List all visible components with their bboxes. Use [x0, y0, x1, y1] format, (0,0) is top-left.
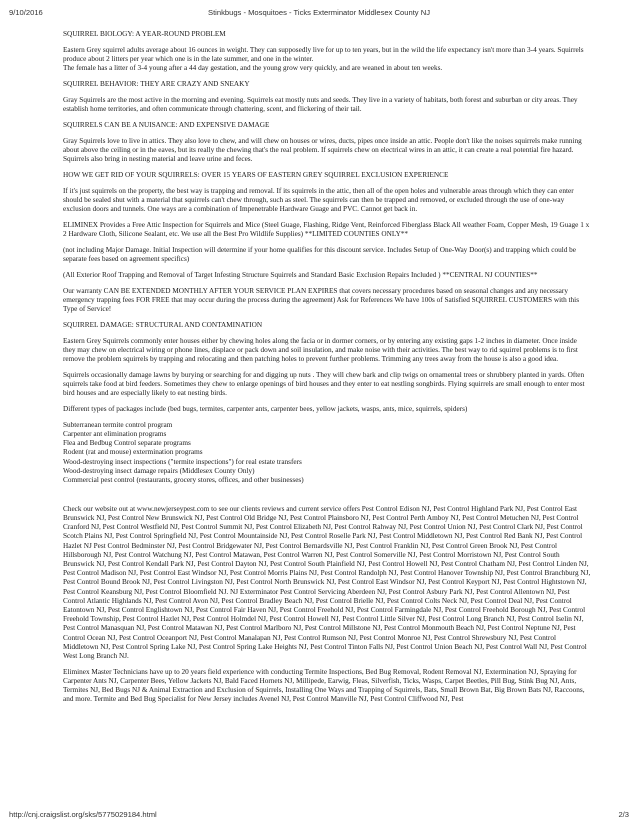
paragraph-packages: Different types of packages include (bed bugs, termites, carpenter ants, carpenter bees, yellow jackets, wasps, ants, mice, squirrels, spiders) — [63, 405, 468, 413]
program-item: Commercial pest control (restaurants, grocery stores, offices, and other businesses) — [63, 476, 304, 485]
listing-body — [63, 30, 591, 711]
section-heading-riddance: HOW WE GET RID OF YOUR SQUIRRELS: OVER 15 YEARS OF EASTERN GREY SQUIRREL EXCLUSION EXPERIENCE — [63, 170, 449, 179]
paragraph-eliminex-offer: ELIMINEX Provides a Free Attic Inspection for Squirrels and Mice (Steel Guage, Flashing, Ridge Vent, Reinforced Fiberglass Black All weather Foam, Copper Mesh, 19 Guage 1 x 2 Hardware Cloth, Silicone Sealant, etc. We use all the Best Pro Wildlife Supplies) **LIMITED COUNTIES ONLY** — [63, 220, 590, 238]
paragraph-riddance: If it's just squirrels on the property, the best way is trapping and removal. If its squirrels in the attic, then all of the open holes and vulnerable areas through which they can enter should be sealed shut with a material that squirrels can't chew through, such as steel. The squirrels can then be trapped and removed, or excluded through the use of one-way exclusion doors and tunnels. One ways are a combination of Impenetrable Hardware Guage and PVC. Cannot get back in. — [63, 186, 574, 213]
program-item: Rodent (rat and mouse) extermination programs — [63, 448, 203, 457]
paragraph-nuisance: Gray Squirrels love to live in attics. They also love to chew, and will chew on houses or wires, ducts, pipes once inside an attic. People don't like the noises squirrels make running about above the ceiling or in the eaves, but its really the chewing that's the real problem. If squirrels chew on electrical wires in an attic, it can create a real potential fire hazard. Squirrels also bring in nesting material and leave urine and feces. — [63, 136, 582, 163]
program-item: Flea and Bedbug Control separate programs — [63, 439, 191, 448]
paragraph-warranty: Our warranty CAN BE EXTENDED MONTHLY AFTER YOUR SERVICE PLAN EXPIRES that covers necessary procedures based on seasonal changes and any necessary emergency trapping fees FOR FREE that may occur during the process during the agreement) Ask for References We have 100s of Satisfied SQUIRREL CUSTOMERS with this Type of Service! — [63, 286, 580, 313]
print-date: 9/10/2016 — [9, 8, 43, 17]
section-heading-nuisance: SQUIRRELS CAN BE A NUISANCE: AND EXPENSIVE DAMAGE — [63, 120, 270, 129]
page-number: 2/3 — [618, 810, 629, 819]
page-title: Stinkbugs - Mosquitoes - Ticks Exterminator Middlesex County NJ — [208, 8, 430, 17]
program-item: Carpenter ant elimination programs — [63, 430, 167, 438]
spacer — [63, 492, 591, 505]
program-item: Wood-destroying insect damage repairs (Middlesex County Only) — [63, 466, 255, 475]
paragraph-website-service-areas: Check our website out at www.newjerseypest.com to see our clients reviews and current service offers Pest Control Edison NJ, Pest Control Highland Park NJ, Pest Control East Brunswick NJ, Pest Control New Brunswick NJ, Pest Control Old Bridge NJ, Pest Control Plainsboro NJ, Pest Control Perth Amboy NJ, Pest Control Metuchen NJ, Pest Control Cranford NJ, Pest Control Westfield NJ, Pest Control Summit NJ, Pest Control Elizabeth NJ, Pest Control Rahway NJ, Pest Control Union NJ, Pest Control Clark NJ, Pest Control Scotch Plains NJ, Pest Control Springfield NJ, Pest Control Mountainside NJ, Pest Control Roselle Park NJ, Pest Control Middletown NJ, Pest Control Red Bank NJ, Pest Control Hazlet NJ Pest Control Bedminster NJ, Pest Control Bridgewater NJ, Pest Control Bernardsville NJ, Pest Control Franklin NJ, Pest Control Green Brook NJ, Pest Control Hillsborough NJ, Pest Control Watchung NJ, Pest Control Matawan, Pest Control Warren NJ, Pest Control Somerville NJ, Pest Control Morristown NJ, Pest Control South Brunswick NJ, Pest Control Kendall Park NJ, Pest Control Dayton NJ, Pest Control South Plainfield NJ, Pest Control Howell NJ, Pest Control Chatham NJ, Pest Control Linden NJ, Pest Control Madison NJ, Pest Control East Windsor NJ, Pest Control Morris Plains NJ, Pest Control Randolph NJ, Pest Control Hanover Township NJ, Pest Control Branchburg NJ, Pest Control Bound Brook NJ, Pest Control Livingston NJ, Pest Control North Brunswick NJ, Pest Control East Windsor NJ, Pest Control Keyport NJ, Pest Control Hightstown NJ, Pest Control Keansburg NJ, Pest Control Bloomfield NJ. NJ Exterminator Pest Control Servicing Aberdeen NJ, Pest Control Asbury Park NJ, Pest Control Allentown NJ, Pest Control Atlantic Highlands NJ, Pest Control Avon NJ, Pest Control Bradley Beach NJ, Pest Control Brielle NJ, Pest Control Colts Neck NJ, Pest Control Deal NJ, Pest Control Eatontown NJ, Pest Control Englishtown NJ, Pest Control Fair Haven NJ, Pest Control Freehold NJ, Pest Control Farmingdale NJ, Pest Control Freehold Borough NJ, Pest Control Freehold Township, Pest Control Hazlet NJ, Pest Control Holmdel NJ, Pest Control Howell NJ, Pest Control Little Silver NJ, Pest Control Long Branch NJ, Pest Control Iselin NJ, Pest Control Manasquan NJ, Pest Control Matawan NJ, Pest Control Marlboro NJ, Pest Control Millstone NJ, Pest Control Monmouth Beach NJ, Pest Control Neptune NJ, Pest Control Ocean NJ, Pest Control Oceanport NJ, Pest Control Manalapan NJ, Pest Control Rumson NJ, Pest Control Monroe NJ, Pest Control Shrewsbury NJ, Pest Control Middletown NJ, Pest Control Spring Lake NJ, Pest Control Spring Lake Heights NJ, Pest Control Tinton Falls NJ, Pest Control Union Beach NJ, Pest Control Wall NJ, Pest Control West Long Branch NJ. — [63, 504, 591, 661]
page-footer — [0, 810, 638, 824]
biology-text: Eastern Grey squirrel adults average about 16 ounces in weight. They can supposedly live for up to ten years, but in the wild the life expectancy isn't more than 3-4 years. Squirrels produce about 2 litters per year which one is in the late summer, and one in the winter. — [63, 45, 584, 63]
paragraph-technicians: Eliminex Master Technicians have up to 20 years field experience with conducting Termite Inspections, Bed Bug Removal, Rodent Removal NJ, Extermination NJ, Spraying for Carpenter Ants NJ, Carpenter Bees, Yellow Jackets NJ, Bald Faced Hornets NJ, Millipede, Earwig, Fleas, Silverfish, Ticks, Wasps, Carpet Beetles, Pill Bug, Stink Bug NJ, Ants, Termites NJ, Bed Bugs NJ & Animal Extraction and Exclusion of Squirrels, Installing One Ways and Trapping of Squirrels, Bats, Small Brown Bat, Big Brown Bats NJ, Raccoons, and more. Termite and Bed Bug Specialist for New Jersey includes Avenel NJ, Pest Control Manville NJ, Pest Control Cliffwood NJ, Pest — [63, 667, 585, 704]
page-url: http://cnj.craigslist.org/sks/5775029184.html — [9, 810, 157, 819]
section-heading-biology: SQUIRREL BIOLOGY: A YEAR-ROUND PROBLEM — [63, 30, 226, 38]
section-heading-damage: SQUIRREL DAMAGE: STRUCTURAL AND CONTAMINATION — [63, 320, 263, 329]
section-heading-behavior: SQUIRREL BEHAVIOR: THEY ARE CRAZY AND SNEAKY — [63, 80, 250, 88]
program-list — [63, 421, 591, 485]
program-item: Wood-destroying insect inspections ("termite inspections") for real estate transfers — [63, 457, 302, 466]
paragraph-damage: Eastern Grey Squirrels commonly enter houses either by chewing holes along the facia or in dormer corners, or by entering any existing gaps 1-2 inches in diameter. Once inside they may chew on electrical wiring or phone lines, displace or pack down and soil insulation, and make noise with their activities. The best way to rid squirrel problems is to first remove the problem squirrels by trapping and relocating and then patching holes to prevent further problems. Trimming any trees away from the house is also a good idea. — [63, 336, 578, 363]
paragraph-behavior: Gray Squirrels are the most active in the morning and evening. Squirrels eat mostly nuts and seeds. They live in a variety of habitats, both forest and suburban or city areas. They establish home territories, and often communicate through chattering, scent, and flickering of their tail. — [63, 95, 578, 113]
paragraph-biology — [63, 46, 591, 74]
biology-text-2: The female has a litter of 3-4 young after a 44 day gestation, and the young grow very quickly, and are weaned in about ten weeks. — [63, 64, 443, 73]
paragraph-inspection-note: (not including Major Damage. Initial Inspection will determine if your home qualifies for this discount service. Includes Setup of One-Way Door(s) and trapping which could be separate fees based on agreement specifics) — [63, 245, 577, 263]
page-header — [0, 0, 638, 22]
paragraph-exterior-note: (All Exterior Roof Trapping and Removal of Target Infesting Structure Squirrels and Standard Basic Exclusion Repairs Included ) **CENTRAL NJ COUNTIES** — [63, 270, 538, 279]
program-item: Subterranean termite control program — [63, 420, 173, 429]
paragraph-lawn-damage: Squirrels occasionally damage lawns by burying or searching for and digging up nuts . They will chew bark and clip twigs on ornamental trees or shrubbery planted in yards. Often squirrels take food at bird feeders. Sometimes they chew to enlarge openings of bird houses and they enter to eat nestling songbirds. Flying squirrels are small enough to enter most bird houses and are especially likely to eat nesting birds. — [63, 370, 585, 398]
